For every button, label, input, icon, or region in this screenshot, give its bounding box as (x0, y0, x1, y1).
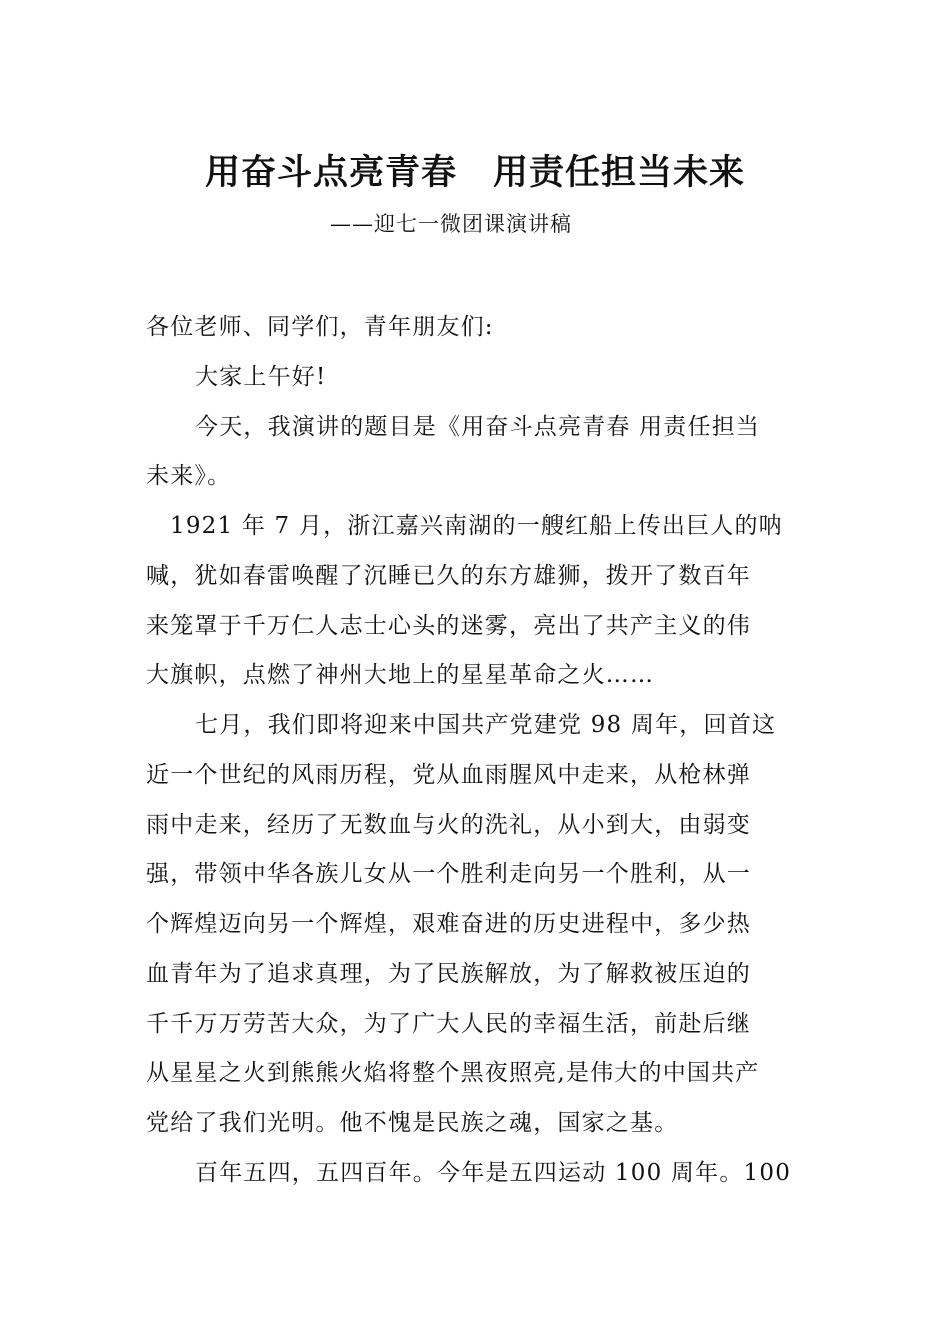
salutation-line: 各位老师、同学们，青年朋友们: (146, 314, 494, 340)
paragraph-line: 今天，我演讲的题目是《用奋斗点亮青春 用责任担当 (195, 414, 761, 440)
paragraph-line: 未来》。 (146, 463, 232, 489)
paragraph-line: 近一个世纪的风雨历程，党从血雨腥风中走来，从枪林弹 (146, 762, 751, 788)
document-title: 用奋斗点亮青春 用责任担当未来 (204, 152, 745, 193)
paragraph-line: 党给了我们光明。他不愧是民族之魂，国家之基。 (146, 1110, 679, 1136)
paragraph-line: 百年五四，五四百年。今年是五四运动 100 周年。100 (195, 1160, 792, 1186)
greeting-line: 大家上午好! (195, 364, 327, 390)
paragraph-line: 1921 年 7 月，浙江嘉兴南湖的一艘红船上传出巨人的呐 (170, 513, 783, 539)
paragraph-line: 大旗帜，点燃了神州大地上的星星革命之火…… (146, 662, 655, 688)
paragraph-line: 血青年为了追求真理，为了民族解放，为了解救被压迫的 (146, 961, 751, 987)
paragraph-line: 喊，犹如春雷唤醒了沉睡已久的东方雄狮，拨开了数百年 (146, 563, 751, 589)
paragraph-line: 个辉煌迈向另一个辉煌，艰难奋进的历史进程中，多少热 (146, 911, 751, 937)
paragraph-line: 从星星之火到熊熊火焰将整个黑夜照亮,是伟大的中国共产 (146, 1060, 760, 1086)
paragraph-line: 千千万万劳苦大众，为了广大人民的幸福生活，前赴后继 (146, 1011, 751, 1037)
paragraph-line: 来笼罩于千万仁人志士心头的迷雾，亮出了共产主义的伟 (146, 613, 751, 639)
paragraph-line: 雨中走来，经历了无数血与火的洗礼，从小到大，由弱变 (146, 812, 751, 838)
paragraph-line: 七月，我们即将迎来中国共产党建党 98 周年，回首这 (195, 712, 777, 738)
document-subtitle: ——迎七一微团课演讲稿 (330, 212, 572, 236)
paragraph-line: 强，带领中华各族儿女从一个胜利走向另一个胜利，从一 (146, 861, 751, 887)
